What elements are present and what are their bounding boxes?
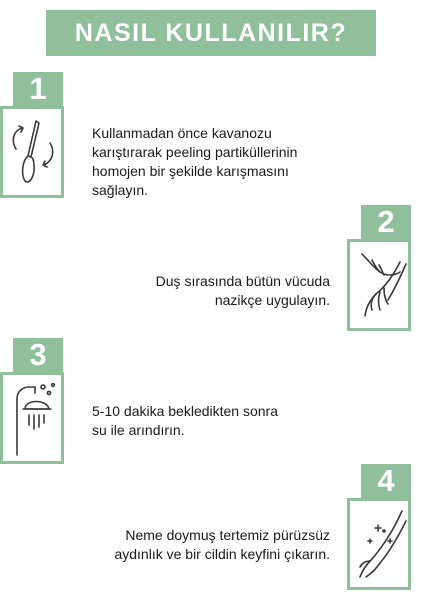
step-3-description bbox=[92, 402, 412, 440]
step-4-icon-box bbox=[347, 498, 411, 590]
step-2-icon-box bbox=[347, 239, 411, 331]
step-3-icon-box bbox=[0, 372, 64, 464]
step-1-icon-box bbox=[0, 106, 64, 198]
step-3-line: 5-10 dakika bekledikten sonra bbox=[92, 403, 279, 419]
step-1-line: homojen bir şekilde karışmasını bbox=[92, 163, 289, 179]
step-2-line: nazikçe uygulayın. bbox=[214, 292, 330, 308]
step-1-line: Kullanmadan önce kavanozu bbox=[92, 125, 272, 141]
smooth-skin-arm-icon bbox=[350, 501, 408, 587]
step-1-line: karıştırarak peeling partiküllerinin bbox=[92, 144, 298, 160]
page-title: NASIL KULLANILIR? bbox=[46, 10, 376, 56]
step-3-number: 3 bbox=[13, 338, 63, 372]
step-4-number: 4 bbox=[361, 464, 411, 498]
step-4-line: Neme doymuş tertemiz pürüzsüz bbox=[125, 527, 330, 543]
step-1-line: sağlayın. bbox=[92, 182, 149, 198]
step-2-number: 2 bbox=[361, 205, 411, 239]
step-3-line: su ile arındırın. bbox=[92, 422, 185, 438]
step-1-description bbox=[92, 124, 412, 200]
step-4-line: aydınlık ve bir cildin keyfini çıkarın. bbox=[114, 546, 330, 562]
step-4-description bbox=[10, 526, 330, 564]
step-2-description bbox=[20, 272, 330, 310]
spoon-stir-icon bbox=[3, 109, 61, 195]
hand-massage-icon bbox=[350, 242, 408, 328]
shower-icon bbox=[3, 375, 61, 461]
step-1-number: 1 bbox=[13, 72, 63, 106]
step-2-line: Duş sırasında bütün vücuda bbox=[155, 273, 330, 289]
